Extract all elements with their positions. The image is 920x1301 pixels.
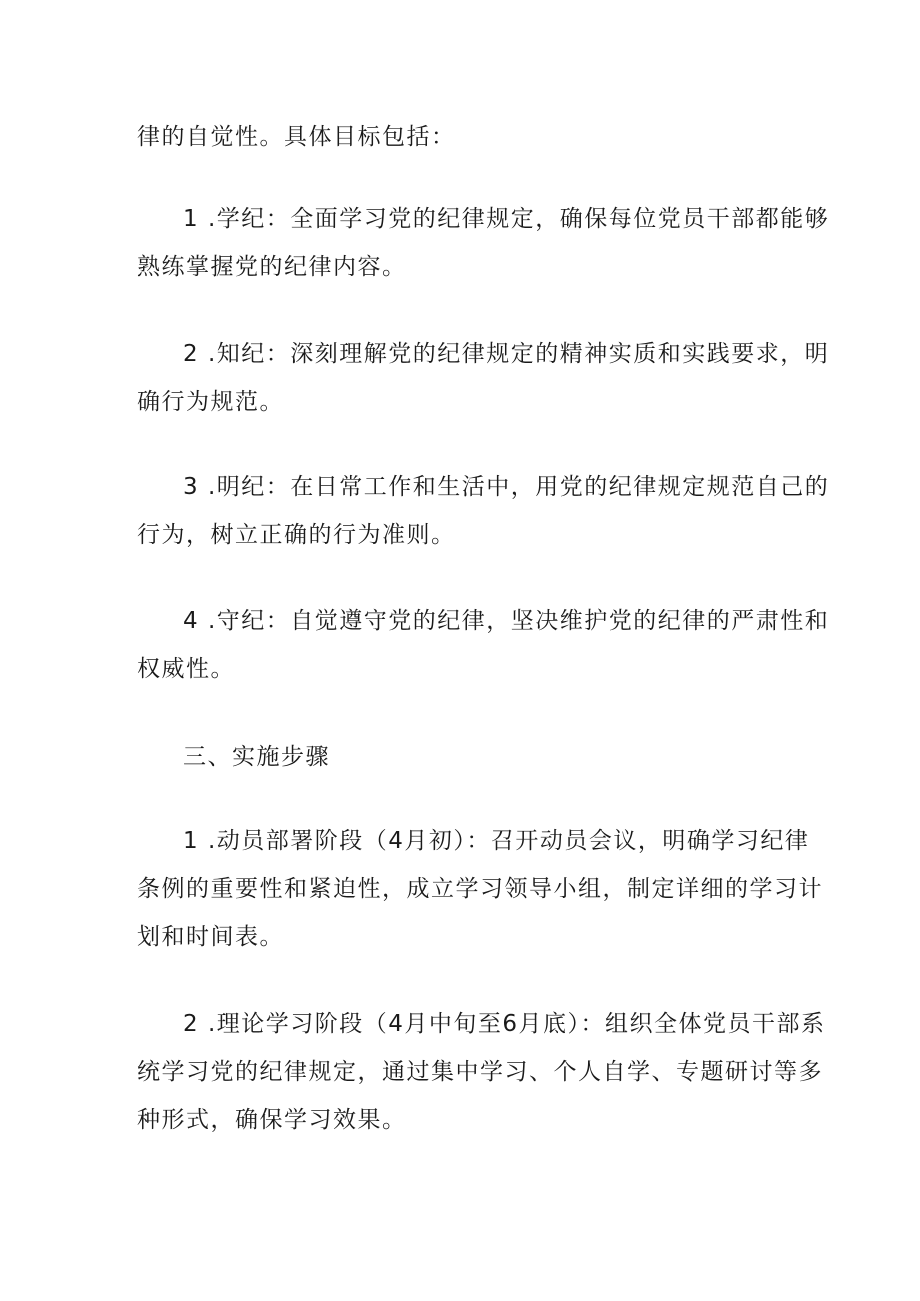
text-line: 行为，树立正确的行为准则。 bbox=[137, 522, 456, 548]
step-1-paragraph bbox=[137, 817, 823, 961]
text-line: 1 .学纪：全面学习党的纪律规定，确保每位党员干部都能够 bbox=[183, 206, 830, 232]
text-line: 1 .动员部署阶段（4月初）：召开动员会议，明确学习纪律 bbox=[183, 828, 810, 854]
text-line: 熟练掌握党的纪律内容。 bbox=[137, 254, 407, 280]
text-line: 确行为规范。 bbox=[137, 389, 284, 415]
text-line: 统学习党的纪律规定，通过集中学习、个人自学、专题研讨等多 bbox=[137, 1059, 823, 1085]
text-line: 2 .知纪：深刻理解党的纪律规定的精神实质和实践要求，明 bbox=[183, 341, 830, 367]
text-line: 律的自觉性。具体目标包括： bbox=[137, 124, 456, 150]
step-2-paragraph bbox=[137, 1000, 826, 1144]
goal-4-paragraph bbox=[137, 597, 830, 693]
text-line: 三、实施步骤 bbox=[183, 744, 330, 770]
goal-2-paragraph bbox=[137, 330, 830, 426]
goal-1-paragraph bbox=[137, 195, 830, 291]
text-line: 3 .明纪：在日常工作和生活中，用党的纪律规定规范自己的 bbox=[183, 474, 830, 500]
intro-paragraph bbox=[137, 113, 797, 161]
goal-3-paragraph bbox=[137, 463, 830, 559]
text-line: 4 .守纪：自觉遵守党的纪律，坚决维护党的纪律的严肃性和 bbox=[183, 608, 830, 634]
section-heading bbox=[137, 733, 797, 781]
text-line: 2 .理论学习阶段（4月中旬至6月底）：组织全体党员干部系 bbox=[183, 1011, 826, 1037]
text-line: 种形式，确保学习效果。 bbox=[137, 1107, 407, 1133]
text-line: 权威性。 bbox=[137, 656, 235, 682]
text-line: 划和时间表。 bbox=[137, 924, 284, 950]
text-line: 条例的重要性和紧迫性，成立学习领导小组，制定详细的学习计 bbox=[137, 876, 823, 902]
